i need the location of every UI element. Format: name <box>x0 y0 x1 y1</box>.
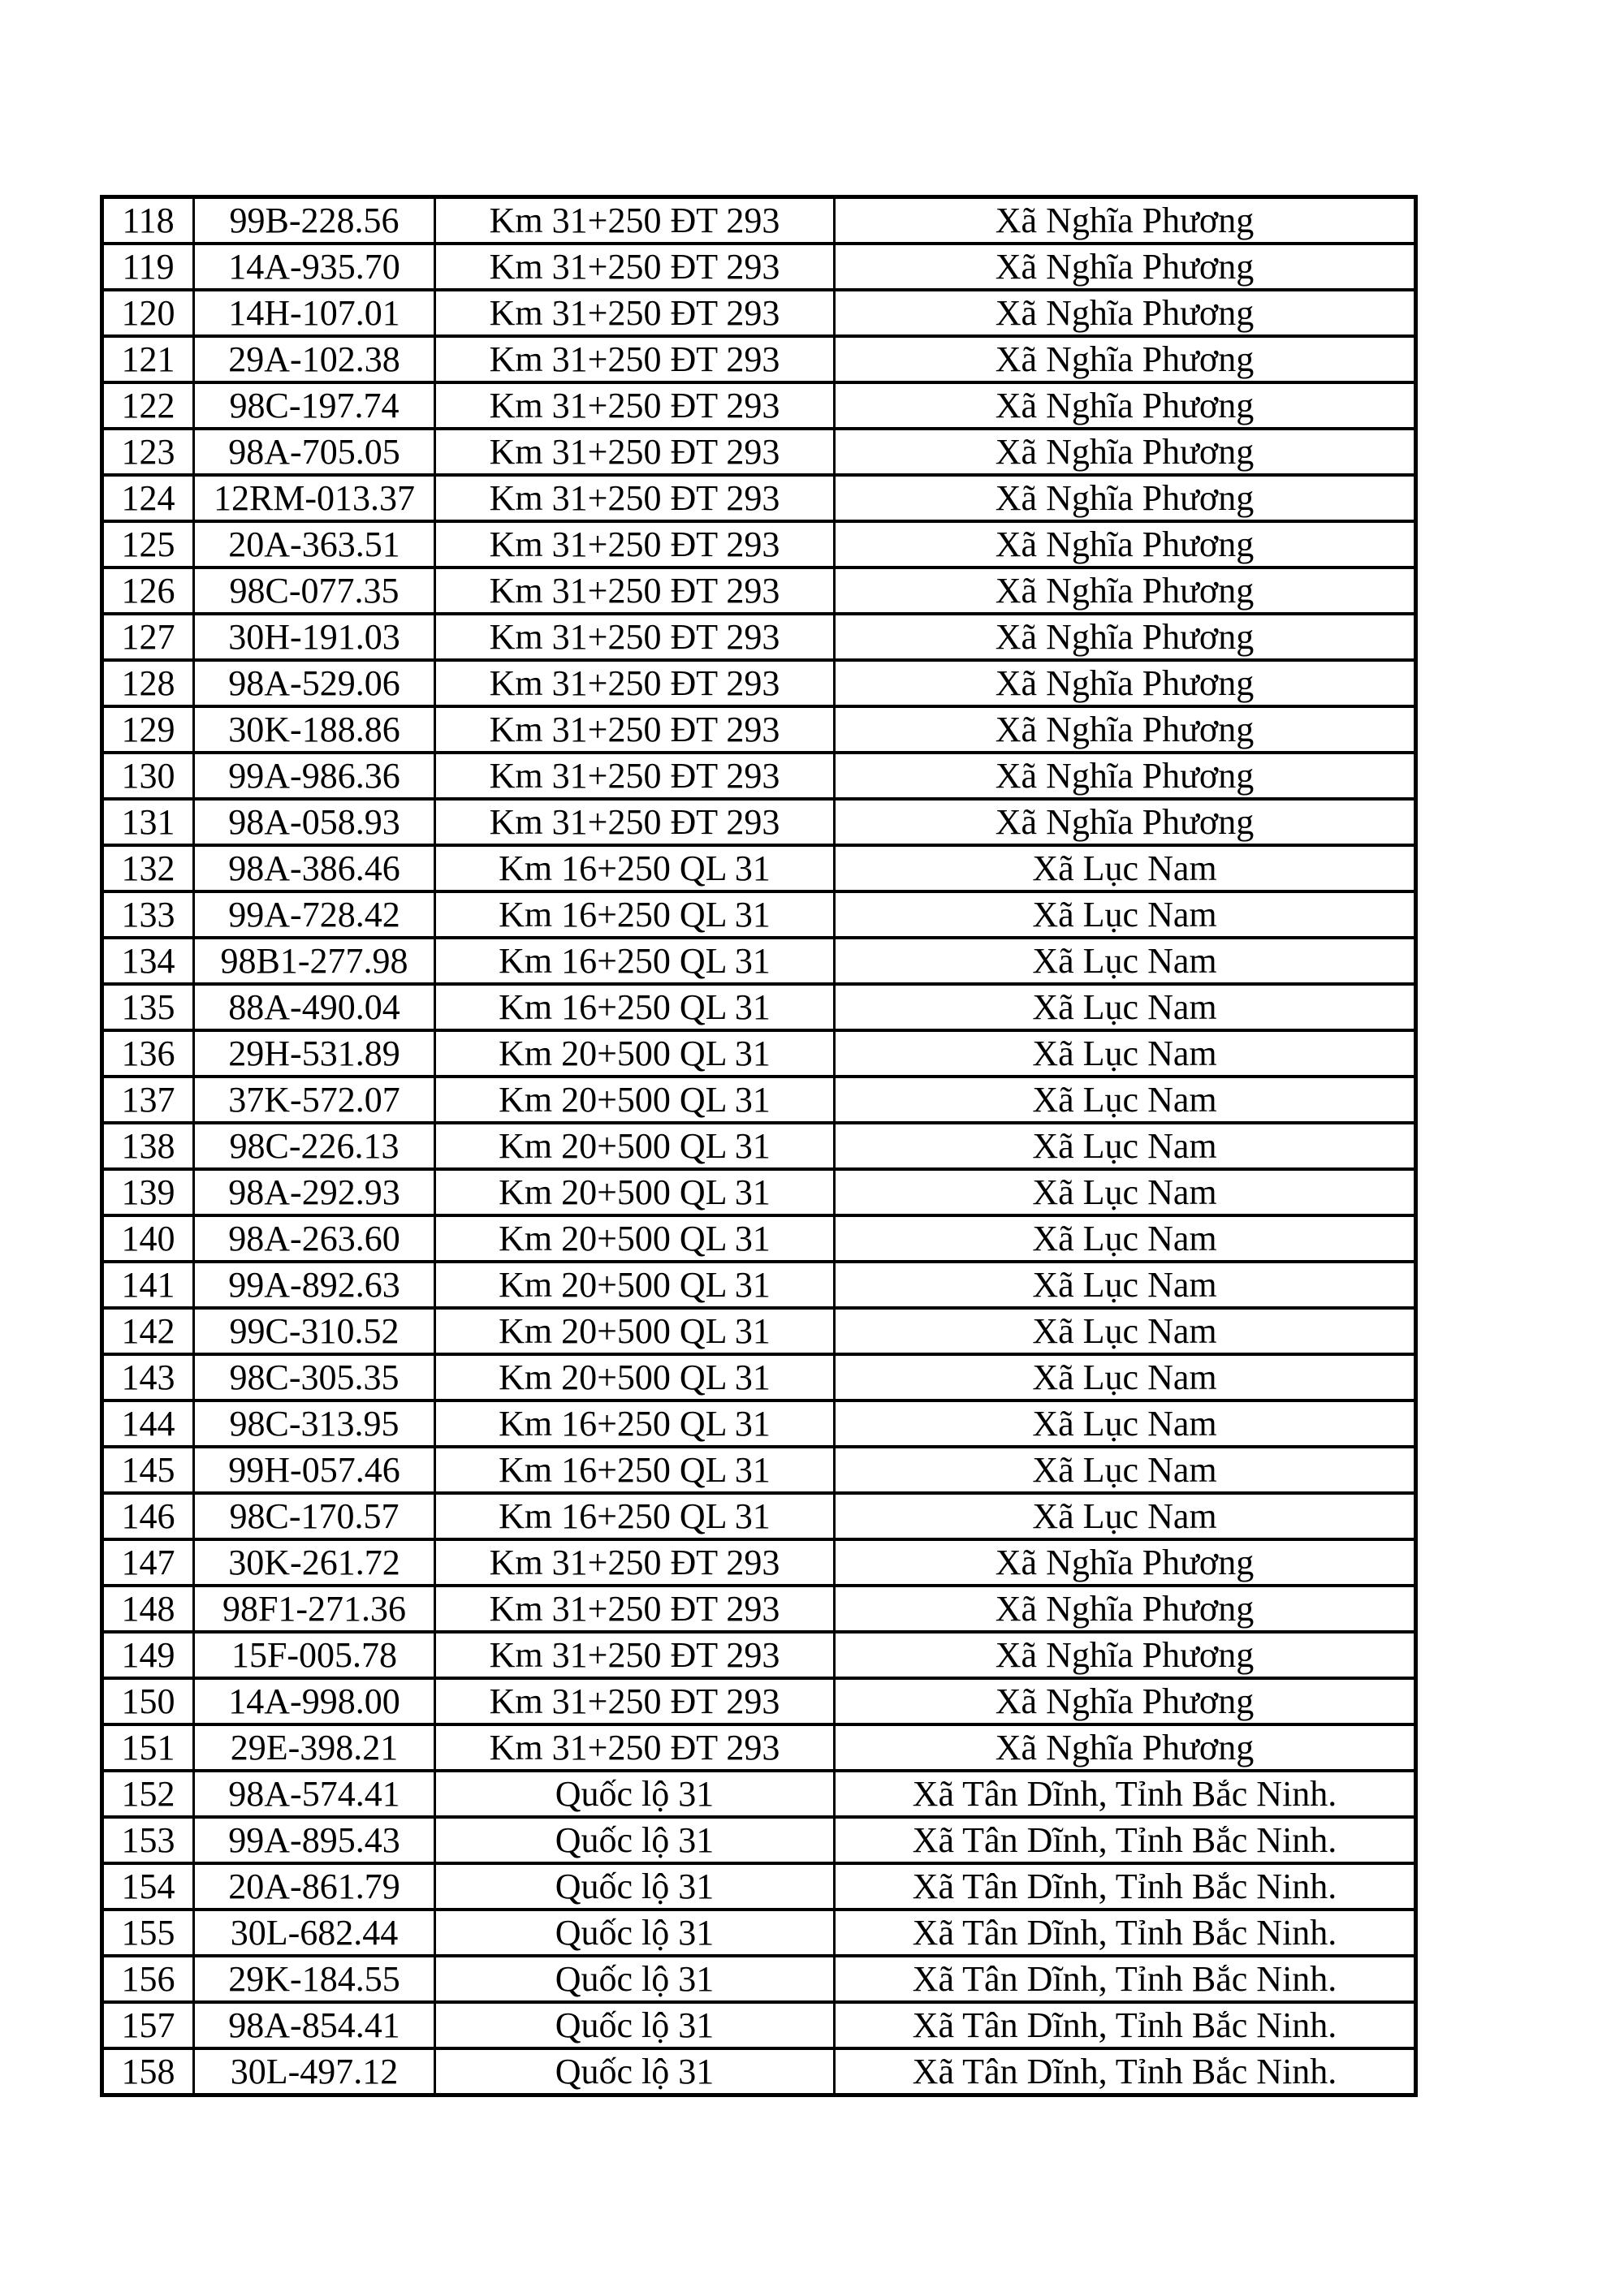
commune-cell: Xã Nghĩa Phương <box>835 1539 1416 1586</box>
table-row <box>102 429 1416 475</box>
license-plate-cell: 99A-895.43 <box>194 1817 435 1863</box>
license-plate-cell: 99A-986.36 <box>194 753 435 799</box>
row-index-cell: 119 <box>102 244 194 290</box>
checkpoint-location-cell: Km 31+250 ĐT 293 <box>435 197 835 244</box>
license-plate-cell: 98A-263.60 <box>194 1215 435 1262</box>
license-plate-cell: 99A-892.63 <box>194 1262 435 1308</box>
row-index-cell: 129 <box>102 706 194 753</box>
license-plate-cell: 98C-197.74 <box>194 382 435 429</box>
license-plate-cell: 20A-363.51 <box>194 521 435 568</box>
row-index-cell: 147 <box>102 1539 194 1586</box>
commune-cell: Xã Lục Nam <box>835 1262 1416 1308</box>
commune-cell: Xã Tân Dĩnh, Tỉnh Bắc Ninh. <box>835 1956 1416 2002</box>
table-row <box>102 1030 1416 1077</box>
commune-cell: Xã Nghĩa Phương <box>835 799 1416 845</box>
row-index-cell: 132 <box>102 845 194 891</box>
commune-cell: Xã Lục Nam <box>835 984 1416 1030</box>
license-plate-cell: 12RM-013.37 <box>194 475 435 521</box>
checkpoint-location-cell: Km 31+250 ĐT 293 <box>435 429 835 475</box>
commune-cell: Xã Nghĩa Phương <box>835 290 1416 336</box>
commune-cell: Xã Nghĩa Phương <box>835 336 1416 382</box>
commune-cell: Xã Tân Dĩnh, Tỉnh Bắc Ninh. <box>835 2002 1416 2048</box>
row-index-cell: 120 <box>102 290 194 336</box>
table-row <box>102 1863 1416 1910</box>
license-plate-cell: 30L-682.44 <box>194 1910 435 1956</box>
table-row <box>102 1493 1416 1539</box>
commune-cell: Xã Nghĩa Phương <box>835 1586 1416 1632</box>
checkpoint-location-cell: Km 31+250 ĐT 293 <box>435 1586 835 1632</box>
license-plate-cell: 98B1-277.98 <box>194 938 435 984</box>
commune-cell: Xã Tân Dĩnh, Tỉnh Bắc Ninh. <box>835 2048 1416 2095</box>
table-row <box>102 938 1416 984</box>
license-plate-cell: 98C-170.57 <box>194 1493 435 1539</box>
commune-cell: Xã Lục Nam <box>835 1077 1416 1123</box>
license-plate-cell: 99C-310.52 <box>194 1308 435 1354</box>
license-plate-cell: 98F1-271.36 <box>194 1586 435 1632</box>
license-plate-cell: 29E-398.21 <box>194 1724 435 1771</box>
row-index-cell: 158 <box>102 2048 194 2095</box>
checkpoint-location-cell: Km 16+250 QL 31 <box>435 1447 835 1493</box>
table-row <box>102 1910 1416 1956</box>
row-index-cell: 139 <box>102 1169 194 1215</box>
commune-cell: Xã Lục Nam <box>835 1308 1416 1354</box>
checkpoint-location-cell: Km 31+250 ĐT 293 <box>435 1724 835 1771</box>
checkpoint-location-cell: Quốc lộ 31 <box>435 1956 835 2002</box>
checkpoint-location-cell: Quốc lộ 31 <box>435 1817 835 1863</box>
row-index-cell: 150 <box>102 1678 194 1724</box>
table-row <box>102 382 1416 429</box>
license-plate-cell: 88A-490.04 <box>194 984 435 1030</box>
row-index-cell: 121 <box>102 336 194 382</box>
license-plate-cell: 29A-102.38 <box>194 336 435 382</box>
table-row <box>102 475 1416 521</box>
table-row <box>102 336 1416 382</box>
license-plate-cell: 14A-998.00 <box>194 1678 435 1724</box>
commune-cell: Xã Lục Nam <box>835 1447 1416 1493</box>
row-index-cell: 155 <box>102 1910 194 1956</box>
license-plate-cell: 30H-191.03 <box>194 614 435 660</box>
table-row <box>102 614 1416 660</box>
commune-cell: Xã Lục Nam <box>835 891 1416 938</box>
license-plate-cell: 15F-005.78 <box>194 1632 435 1678</box>
table-row <box>102 984 1416 1030</box>
table-row <box>102 1215 1416 1262</box>
license-plate-cell: 99A-728.42 <box>194 891 435 938</box>
row-index-cell: 134 <box>102 938 194 984</box>
commune-cell: Xã Nghĩa Phương <box>835 429 1416 475</box>
table-row <box>102 290 1416 336</box>
row-index-cell: 156 <box>102 1956 194 2002</box>
commune-cell: Xã Lục Nam <box>835 1169 1416 1215</box>
checkpoint-location-cell: Km 20+500 QL 31 <box>435 1030 835 1077</box>
license-plate-cell: 98C-226.13 <box>194 1123 435 1169</box>
commune-cell: Xã Lục Nam <box>835 845 1416 891</box>
license-plate-cell: 14H-107.01 <box>194 290 435 336</box>
table-row <box>102 706 1416 753</box>
row-index-cell: 146 <box>102 1493 194 1539</box>
violation-table-body <box>102 197 1416 2095</box>
row-index-cell: 125 <box>102 521 194 568</box>
row-index-cell: 141 <box>102 1262 194 1308</box>
commune-cell: Xã Nghĩa Phương <box>835 1724 1416 1771</box>
row-index-cell: 136 <box>102 1030 194 1077</box>
row-index-cell: 138 <box>102 1123 194 1169</box>
license-plate-cell: 14A-935.70 <box>194 244 435 290</box>
checkpoint-location-cell: Km 31+250 ĐT 293 <box>435 382 835 429</box>
commune-cell: Xã Tân Dĩnh, Tỉnh Bắc Ninh. <box>835 1817 1416 1863</box>
table-row <box>102 1956 1416 2002</box>
commune-cell: Xã Nghĩa Phương <box>835 660 1416 706</box>
license-plate-cell: 98A-705.05 <box>194 429 435 475</box>
checkpoint-location-cell: Km 20+500 QL 31 <box>435 1215 835 1262</box>
table-row <box>102 1354 1416 1400</box>
table-row <box>102 1447 1416 1493</box>
license-plate-cell: 98C-313.95 <box>194 1400 435 1447</box>
row-index-cell: 157 <box>102 2002 194 2048</box>
table-row <box>102 1817 1416 1863</box>
row-index-cell: 133 <box>102 891 194 938</box>
table-row <box>102 1169 1416 1215</box>
commune-cell: Xã Nghĩa Phương <box>835 521 1416 568</box>
checkpoint-location-cell: Km 31+250 ĐT 293 <box>435 1632 835 1678</box>
commune-cell: Xã Lục Nam <box>835 1123 1416 1169</box>
table-row <box>102 1262 1416 1308</box>
checkpoint-location-cell: Km 16+250 QL 31 <box>435 891 835 938</box>
commune-cell: Xã Nghĩa Phương <box>835 1678 1416 1724</box>
checkpoint-location-cell: Km 31+250 ĐT 293 <box>435 799 835 845</box>
checkpoint-location-cell: Km 16+250 QL 31 <box>435 984 835 1030</box>
table-row <box>102 568 1416 614</box>
checkpoint-location-cell: Km 20+500 QL 31 <box>435 1308 835 1354</box>
table-row <box>102 2002 1416 2048</box>
checkpoint-location-cell: Km 31+250 ĐT 293 <box>435 521 835 568</box>
row-index-cell: 128 <box>102 660 194 706</box>
row-index-cell: 137 <box>102 1077 194 1123</box>
license-plate-cell: 30L-497.12 <box>194 2048 435 2095</box>
row-index-cell: 123 <box>102 429 194 475</box>
row-index-cell: 153 <box>102 1817 194 1863</box>
row-index-cell: 148 <box>102 1586 194 1632</box>
checkpoint-location-cell: Km 31+250 ĐT 293 <box>435 568 835 614</box>
checkpoint-location-cell: Km 16+250 QL 31 <box>435 1493 835 1539</box>
row-index-cell: 152 <box>102 1771 194 1817</box>
table-row <box>102 1077 1416 1123</box>
table-row <box>102 845 1416 891</box>
license-plate-cell: 37K-572.07 <box>194 1077 435 1123</box>
table-row <box>102 799 1416 845</box>
violation-table <box>100 195 1418 2097</box>
row-index-cell: 130 <box>102 753 194 799</box>
checkpoint-location-cell: Km 31+250 ĐT 293 <box>435 244 835 290</box>
checkpoint-location-cell: Km 20+500 QL 31 <box>435 1354 835 1400</box>
checkpoint-location-cell: Km 16+250 QL 31 <box>435 1400 835 1447</box>
commune-cell: Xã Tân Dĩnh, Tỉnh Bắc Ninh. <box>835 1771 1416 1817</box>
table-row <box>102 1123 1416 1169</box>
table-row <box>102 1308 1416 1354</box>
license-plate-cell: 20A-861.79 <box>194 1863 435 1910</box>
table-row <box>102 891 1416 938</box>
table-row <box>102 1771 1416 1817</box>
row-index-cell: 122 <box>102 382 194 429</box>
row-index-cell: 145 <box>102 1447 194 1493</box>
license-plate-cell: 98C-305.35 <box>194 1354 435 1400</box>
table-row <box>102 521 1416 568</box>
checkpoint-location-cell: Km 31+250 ĐT 293 <box>435 336 835 382</box>
row-index-cell: 140 <box>102 1215 194 1262</box>
commune-cell: Xã Nghĩa Phương <box>835 614 1416 660</box>
table-row <box>102 197 1416 244</box>
checkpoint-location-cell: Quốc lộ 31 <box>435 2002 835 2048</box>
checkpoint-location-cell: Km 31+250 ĐT 293 <box>435 660 835 706</box>
commune-cell: Xã Lục Nam <box>835 1400 1416 1447</box>
table-row <box>102 1724 1416 1771</box>
checkpoint-location-cell: Km 31+250 ĐT 293 <box>435 290 835 336</box>
license-plate-cell: 98A-386.46 <box>194 845 435 891</box>
checkpoint-location-cell: Km 16+250 QL 31 <box>435 845 835 891</box>
commune-cell: Xã Tân Dĩnh, Tỉnh Bắc Ninh. <box>835 1910 1416 1956</box>
checkpoint-location-cell: Km 31+250 ĐT 293 <box>435 753 835 799</box>
row-index-cell: 135 <box>102 984 194 1030</box>
table-row <box>102 660 1416 706</box>
row-index-cell: 124 <box>102 475 194 521</box>
checkpoint-location-cell: Quốc lộ 31 <box>435 1771 835 1817</box>
checkpoint-location-cell: Quốc lộ 31 <box>435 1863 835 1910</box>
license-plate-cell: 98C-077.35 <box>194 568 435 614</box>
table-row <box>102 1586 1416 1632</box>
checkpoint-location-cell: Quốc lộ 31 <box>435 1910 835 1956</box>
checkpoint-location-cell: Km 31+250 ĐT 293 <box>435 706 835 753</box>
license-plate-cell: 98A-292.93 <box>194 1169 435 1215</box>
license-plate-cell: 30K-261.72 <box>194 1539 435 1586</box>
license-plate-cell: 30K-188.86 <box>194 706 435 753</box>
row-index-cell: 127 <box>102 614 194 660</box>
license-plate-cell: 98A-529.06 <box>194 660 435 706</box>
commune-cell: Xã Tân Dĩnh, Tỉnh Bắc Ninh. <box>835 1863 1416 1910</box>
checkpoint-location-cell: Km 31+250 ĐT 293 <box>435 475 835 521</box>
commune-cell: Xã Nghĩa Phương <box>835 475 1416 521</box>
commune-cell: Xã Lục Nam <box>835 1493 1416 1539</box>
commune-cell: Xã Nghĩa Phương <box>835 706 1416 753</box>
row-index-cell: 142 <box>102 1308 194 1354</box>
commune-cell: Xã Nghĩa Phương <box>835 568 1416 614</box>
checkpoint-location-cell: Km 20+500 QL 31 <box>435 1262 835 1308</box>
checkpoint-location-cell: Km 31+250 ĐT 293 <box>435 614 835 660</box>
checkpoint-location-cell: Km 31+250 ĐT 293 <box>435 1539 835 1586</box>
license-plate-cell: 98A-854.41 <box>194 2002 435 2048</box>
license-plate-cell: 29K-184.55 <box>194 1956 435 2002</box>
table-row <box>102 1400 1416 1447</box>
commune-cell: Xã Lục Nam <box>835 1030 1416 1077</box>
license-plate-cell: 98A-058.93 <box>194 799 435 845</box>
row-index-cell: 149 <box>102 1632 194 1678</box>
table-row <box>102 1678 1416 1724</box>
commune-cell: Xã Nghĩa Phương <box>835 1632 1416 1678</box>
checkpoint-location-cell: Quốc lộ 31 <box>435 2048 835 2095</box>
table-row <box>102 753 1416 799</box>
table-row <box>102 244 1416 290</box>
row-index-cell: 131 <box>102 799 194 845</box>
row-index-cell: 118 <box>102 197 194 244</box>
checkpoint-location-cell: Km 20+500 QL 31 <box>435 1169 835 1215</box>
license-plate-cell: 99B-228.56 <box>194 197 435 244</box>
commune-cell: Xã Lục Nam <box>835 938 1416 984</box>
checkpoint-location-cell: Km 20+500 QL 31 <box>435 1123 835 1169</box>
table-row <box>102 1539 1416 1586</box>
commune-cell: Xã Lục Nam <box>835 1354 1416 1400</box>
commune-cell: Xã Nghĩa Phương <box>835 753 1416 799</box>
table-row <box>102 2048 1416 2095</box>
commune-cell: Xã Nghĩa Phương <box>835 244 1416 290</box>
license-plate-cell: 98A-574.41 <box>194 1771 435 1817</box>
commune-cell: Xã Lục Nam <box>835 1215 1416 1262</box>
checkpoint-location-cell: Km 20+500 QL 31 <box>435 1077 835 1123</box>
checkpoint-location-cell: Km 31+250 ĐT 293 <box>435 1678 835 1724</box>
checkpoint-location-cell: Km 16+250 QL 31 <box>435 938 835 984</box>
commune-cell: Xã Nghĩa Phương <box>835 382 1416 429</box>
row-index-cell: 151 <box>102 1724 194 1771</box>
commune-cell: Xã Nghĩa Phương <box>835 197 1416 244</box>
row-index-cell: 144 <box>102 1400 194 1447</box>
license-plate-cell: 99H-057.46 <box>194 1447 435 1493</box>
table-row <box>102 1632 1416 1678</box>
row-index-cell: 154 <box>102 1863 194 1910</box>
row-index-cell: 126 <box>102 568 194 614</box>
row-index-cell: 143 <box>102 1354 194 1400</box>
license-plate-cell: 29H-531.89 <box>194 1030 435 1077</box>
